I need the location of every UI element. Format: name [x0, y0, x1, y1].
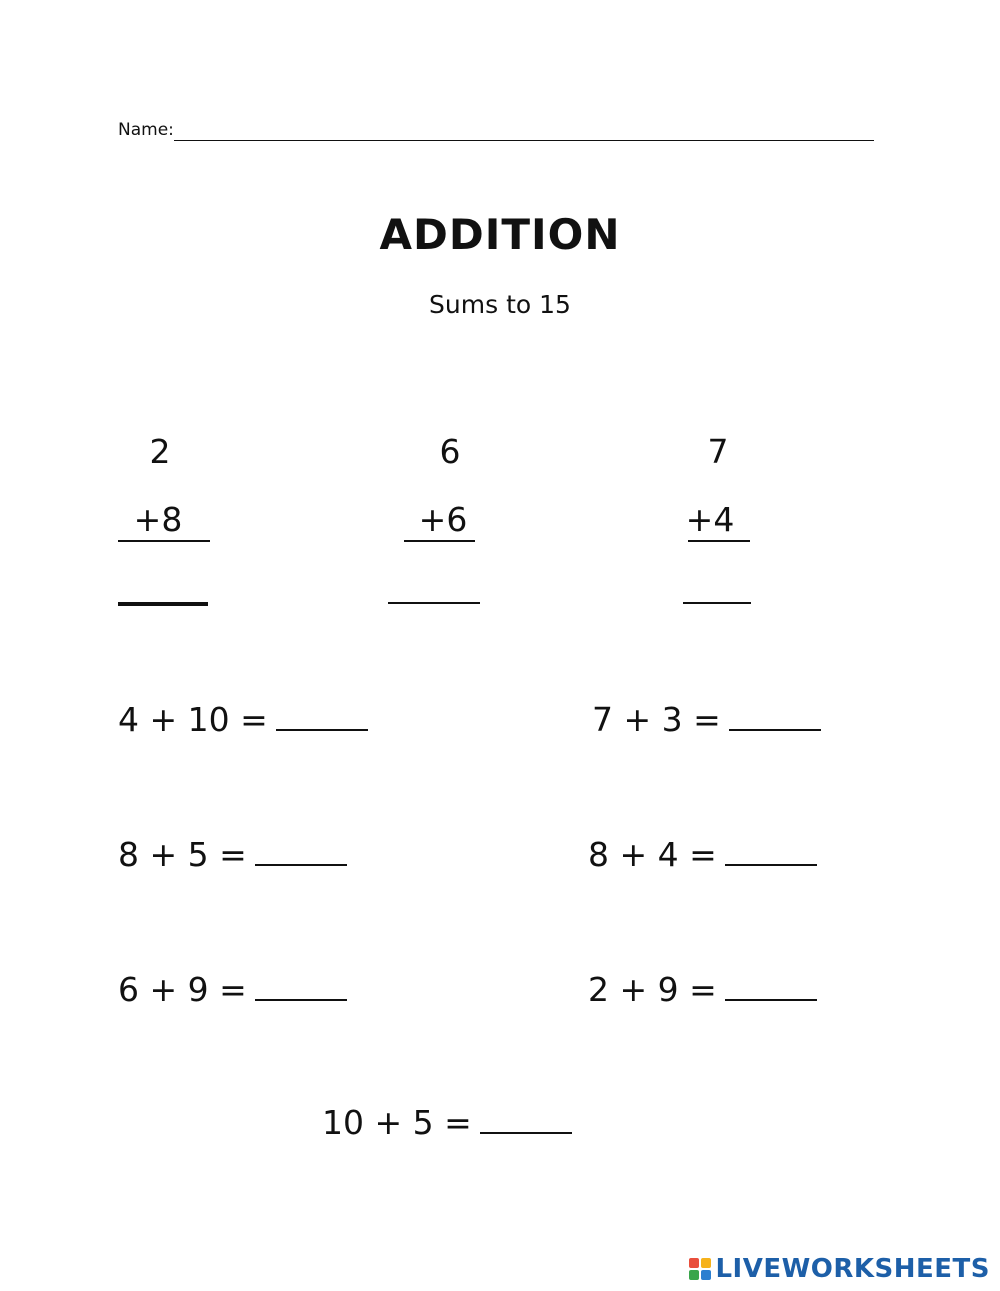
page-title: ADDITION [379, 210, 621, 259]
equation-3-text: 8 + 5 = [118, 835, 247, 874]
vertical-problem-2-sum-line [404, 540, 475, 542]
vertical-problem-1-sum-line [118, 540, 210, 542]
name-label: Name: [118, 120, 174, 140]
equation-3 [118, 835, 347, 874]
equation-5-text: 6 + 9 = [118, 970, 247, 1009]
vertical-problem-3-answer-blank[interactable] [683, 602, 751, 604]
equation-1 [118, 700, 368, 739]
vertical-problem-1-bottom: +8 [133, 500, 183, 539]
equation-3-answer-blank[interactable] [255, 840, 347, 866]
equation-2-answer-blank[interactable] [729, 705, 821, 731]
equation-7-answer-blank[interactable] [480, 1108, 572, 1134]
equation-6-answer-blank[interactable] [725, 975, 817, 1001]
vertical-problem-3-sum-line [688, 540, 750, 542]
equation-2 [592, 700, 821, 739]
liveworksheets-brand-text: LIVEWORKSHEETS [715, 1254, 990, 1284]
equation-5-answer-blank[interactable] [255, 975, 347, 1001]
vertical-problem-1-top: 2 [149, 432, 171, 471]
liveworksheets-logo [689, 1254, 990, 1284]
equation-4-answer-blank[interactable] [725, 840, 817, 866]
logo-block-blue [701, 1270, 711, 1280]
equation-6 [588, 970, 817, 1009]
logo-block-red [689, 1258, 699, 1268]
vertical-problem-2-answer-blank[interactable] [388, 602, 480, 604]
equation-6-text: 2 + 9 = [588, 970, 717, 1009]
page-subtitle: Sums to 15 [429, 290, 571, 319]
equation-7 [322, 1103, 572, 1142]
equation-5 [118, 970, 347, 1009]
equation-7-text: 10 + 5 = [322, 1103, 472, 1142]
equation-1-answer-blank[interactable] [276, 705, 368, 731]
logo-block-green [689, 1270, 699, 1280]
equation-1-text: 4 + 10 = [118, 700, 268, 739]
liveworksheets-blocks-icon [689, 1258, 711, 1280]
vertical-problem-2-bottom: +6 [418, 500, 468, 539]
vertical-problem-3-bottom: +4 [685, 500, 735, 539]
equation-4-text: 8 + 4 = [588, 835, 717, 874]
vertical-problem-1-answer-blank[interactable] [118, 602, 208, 606]
equation-2-text: 7 + 3 = [592, 700, 721, 739]
logo-block-yellow [701, 1258, 711, 1268]
equation-4 [588, 835, 817, 874]
name-input-line[interactable] [174, 140, 874, 141]
vertical-problem-3-top: 7 [707, 432, 729, 471]
vertical-problem-2-top: 6 [439, 432, 461, 471]
